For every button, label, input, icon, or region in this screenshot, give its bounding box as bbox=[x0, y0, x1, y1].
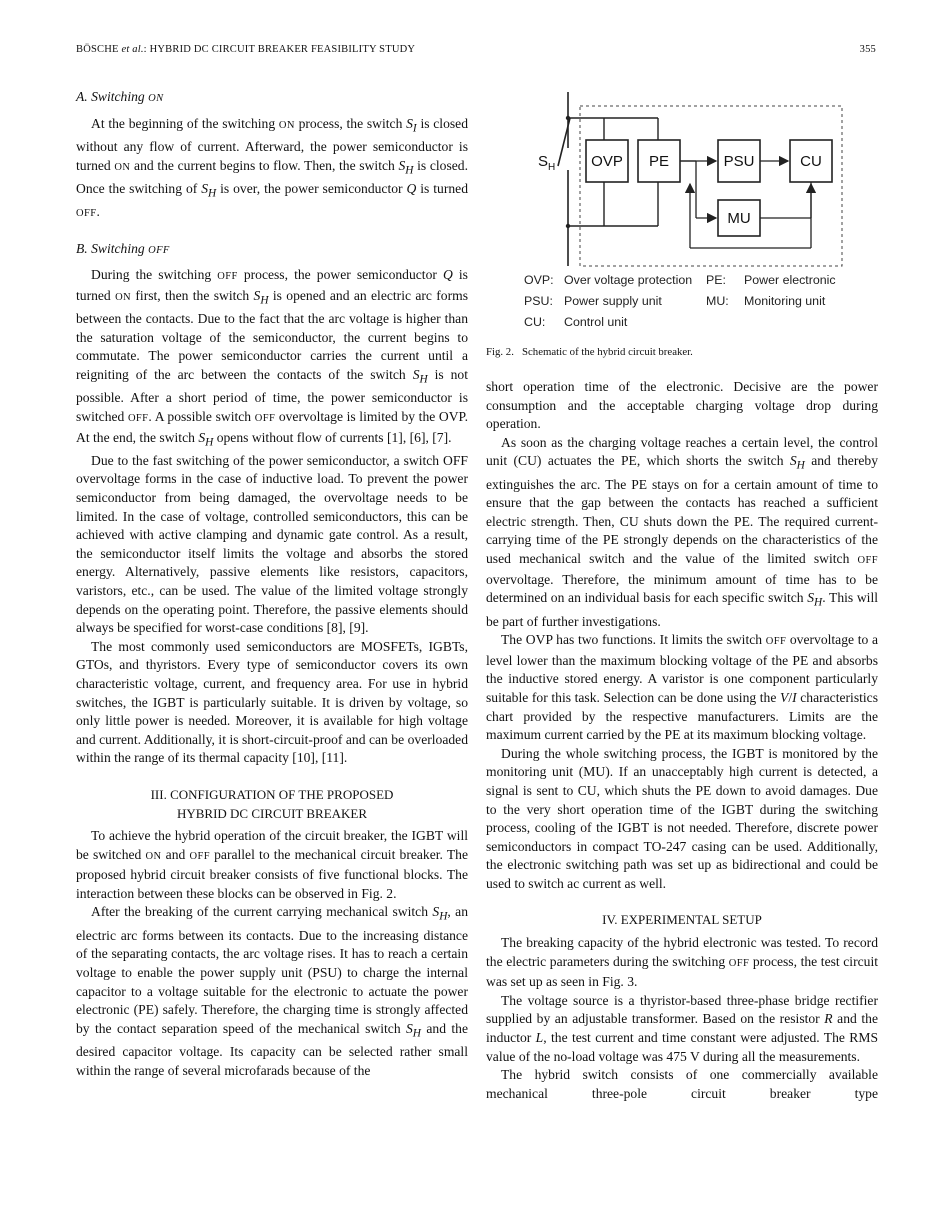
left-column bbox=[76, 88, 468, 1080]
section-iii-heading: III. CONFIGURATION OF THE PROPOSED HYBRID DC CIRCUIT BREAKER bbox=[150, 786, 394, 821]
svg-text:Control unit: Control unit bbox=[564, 315, 628, 329]
section-iv-para2: The voltage source is a thyristor-based three-phase bridge rectifier supplied by an adjustable transformer. Based on the resistor R and the inductor L, the test current and time constant were adjusted. The RMS value of the no-load voltage was 475 V during all the measurements. bbox=[486, 992, 878, 1064]
section-b-para1: During the switching OFF process, the power semiconductor Q is turned ON first, then the switch $S_H$ is opened and an electric arc forms between the contacts. Due to the fact that the arc voltage is higher than the saturation voltage of the semiconductor, the current begins to commutate. The power semiconductor carries the current until a reigniting of the arc between the contacts of the switch $S_H$ is not possible. After a short period of time, the power semiconductor is switched OFF. A possible switch OFF overvoltage is limited by the OVP. At the end, the switch $S_H$ opens without flow of currents [1], [6], [7]. bbox=[76, 267, 468, 449]
block-ovp bbox=[586, 140, 628, 182]
svg-text:Over voltage protection: Over voltage protection bbox=[564, 273, 693, 287]
switch-label: $S_H$ bbox=[538, 153, 556, 173]
svg-text:OVP:: OVP: bbox=[524, 273, 554, 287]
svg-text:MU: MU bbox=[727, 210, 751, 227]
section-iii-para4: The OVP has two functions. It limits the switch OFF overvoltage to a level lower than the maximum blocking voltage of the PE and absorbs the inductive stored energy. A varistor is one component particularly suitable for this task. Selection can be done using the V/I characteristics chart provided by the respective manufacturers. Limits are the maximum current carried by the PE at its maximum blocking voltage. bbox=[486, 632, 878, 743]
svg-text:PE: PE bbox=[648, 153, 670, 170]
running-header bbox=[76, 44, 876, 60]
figure-caption: Fig. 2. Schematic of the hybrid circuit breaker. bbox=[486, 346, 693, 358]
section-iii-para2-cont: short operation time of the electronic. Decisive are the power consumption and the acceptable charging voltage drop during operation. bbox=[486, 379, 878, 432]
section-iii-para1: To achieve the hybrid operation of the circuit breaker, the IGBT will be switched ON and OFF parallel to the mechanical circuit breaker. The proposed hybrid circuit breaker consists of five functional blocks. The interaction between these blocks can be observed in Fig. 2. bbox=[76, 828, 468, 901]
section-iv-heading: IV. EXPERIMENTAL SETUP bbox=[602, 912, 762, 928]
section-a-heading: A. Switching ON bbox=[76, 89, 164, 104]
block-mu bbox=[718, 200, 760, 236]
svg-text:PE:: PE: bbox=[706, 273, 726, 287]
block-cu bbox=[790, 140, 832, 182]
section-b-para3: The most commonly used semiconductors are MOSFETs, IGBTs, GTOs, and thyristors. Every type of semiconductor covers its own characteristic voltage, current, and frequency area. For use in hybrid switches, the IGBT is particularly suitable. It is driven by voltage, so only little power is needed. Moreover, it is available for high voltage and current. Additionally, it is short-circuit-proof and can be overloaded within the range of its thermal capacity [10], [11]. bbox=[76, 638, 468, 766]
svg-text:CU: CU bbox=[800, 153, 822, 170]
section-iii-para3: As soon as the charging voltage reaches a certain level, the control unit (CU) actuates the PE, which shorts the switch $S_H$ and thereby extinguishes the arc. The PE stays on for a certain amount of time to ensure that the gap between the contacts has reached a sufficient electric strength. Then, CU shuts down the PE. The required current-carrying time of the PE strongly depends on the characteristics of the used mechanical switch and the value of the limited switch OFF overvoltage. Therefore, the minimum amount of time has to be determined on an individual basis for each specific switch $S_H$. This will be part of further investigations. bbox=[486, 434, 879, 629]
svg-text:Power electronic: Power electronic bbox=[744, 273, 836, 287]
section-b-heading: B. Switching OFF bbox=[76, 240, 170, 256]
section-iv-para1: The breaking capacity of the hybrid electronic was tested. To record the electric parameters during the switching OFF process, the test circuit was set up as seen in Fig. 3. bbox=[486, 935, 878, 990]
figure-2-schematic bbox=[486, 88, 878, 378]
svg-text:OVP: OVP bbox=[591, 153, 623, 170]
figure-legend bbox=[524, 273, 836, 329]
section-b-para2: Due to the fast switching of the power semiconductor, a switch OFF overvoltage forms in the case of inductive load. To prevent the power semiconductor from being damaged, the overvoltage needs to be limited. In the case of voltage, controlled semiconductors, this can be achieved with active clamping and dynamic gate control. As a result, the semiconductor itself limits the voltage and absorbs the stored energy. Alternatively, passive elements like resistors, capacitors, varistors, etc., can be used. The value of the limited voltage strongly depends on the operating point. Therefore, the passive elements should always be specified for worst-case conditions [8], [9]. bbox=[76, 452, 468, 636]
section-iv-para3: The hybrid switch consists of one commercially available mechanical three-pole circuit breaker type bbox=[486, 1067, 878, 1101]
svg-text:CU:: CU: bbox=[524, 315, 546, 329]
svg-text:PSU:: PSU: bbox=[524, 294, 553, 308]
svg-text:MU:: MU: bbox=[706, 294, 729, 308]
header-title: BÖSCHE et al.: HYBRID DC CIRCUIT BREAKER FEASIBILITY STUDY bbox=[76, 44, 416, 55]
section-a-para1: At the beginning of the switching ON process, the switch $S_I$ is closed without any flow of current. Afterward, the power semiconductor is turned ON and the current begins to flow. Then, the switch $S_H$ is closed. Once the switching of $S_H$ is over, the power semiconductor Q is turned OFF. bbox=[76, 115, 469, 220]
section-iii-para5: During the whole switching process, the IGBT is monitored by the monitoring unit (MU). If an unacceptably high current is detected, a signal is sent to CU, which shuts the PE down to avoid damages. Due to the very short operation time of the IGBT during the switching process, cooling of the IGBT is not needed. Therefore, discrete power semiconductors in compact TO-247 casing can be used. Additionally, the electronic switching path was set up as bidirectional and could be used to switch ac current as well. bbox=[486, 745, 878, 891]
svg-text:Power supply unit: Power supply unit bbox=[564, 294, 662, 308]
right-column bbox=[486, 378, 878, 1103]
block-psu bbox=[718, 140, 760, 182]
page-number: 355 bbox=[859, 44, 876, 55]
section-iii-para2: After the breaking of the current carrying mechanical switch $S_H$, an electric arc forms between its contacts. Due to the increasing distance of the separating contacts, the arc voltage rises. It has to reach a certain voltage to enable the power supply unit (PSU) to charge the internal capacitor to a voltage suitable for the electronic to actuate the power electronic (PE) safely. Therefore, the charging time is strongly affected by the contact separation speed of the mechanical switch $S_H$ and the desired capacitor voltage. Its capacity can be selected rather small within the range of several microfarads because of the bbox=[76, 904, 468, 1078]
svg-text:Monitoring unit: Monitoring unit bbox=[744, 294, 826, 308]
block-pe bbox=[638, 140, 680, 182]
svg-text:PSU: PSU bbox=[723, 153, 755, 170]
